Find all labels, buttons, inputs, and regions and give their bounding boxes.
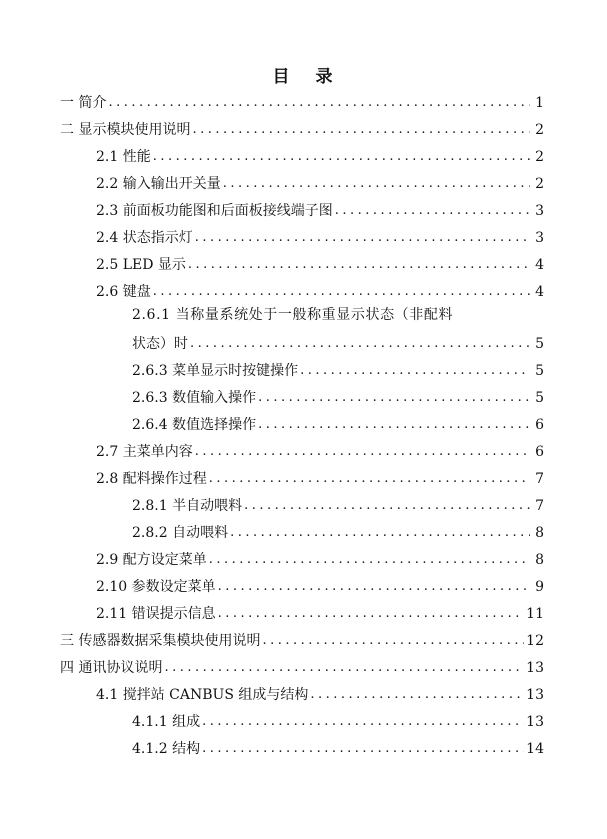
toc-dot-leader	[202, 740, 524, 758]
toc-entry-label: 4.1 搅拌站 CANBUS 组成与结构	[96, 687, 309, 703]
toc-entry-label: 2.11 错误提示信息	[96, 606, 216, 622]
toc-page-number: 11	[526, 606, 544, 622]
toc-page-number: 12	[526, 633, 544, 649]
toc-page-number: 4	[535, 284, 544, 300]
toc-entry-label: 2.6.4 数值选择操作	[132, 417, 257, 433]
toc-entry[interactable]	[96, 545, 544, 569]
toc-dot-leader	[188, 256, 530, 274]
toc-page-number: 3	[535, 203, 544, 219]
toc-entry-label: 状态）时	[132, 336, 188, 352]
toc-page-number: 5	[535, 390, 544, 406]
toc-page-number: 6	[535, 444, 544, 460]
toc-entry[interactable]	[132, 734, 544, 758]
toc-dot-leader	[202, 713, 524, 731]
toc-page-number: 2	[535, 149, 544, 165]
toc-entry[interactable]	[132, 518, 544, 542]
toc-entry-label: 2.10 参数设定菜单	[96, 579, 216, 595]
toc-entry-label: 2.7 主菜单内容	[96, 444, 193, 460]
toc-dot-leader	[190, 335, 530, 353]
toc-entry[interactable]	[132, 329, 544, 353]
toc-page-number: 8	[535, 552, 544, 568]
toc-entry[interactable]	[60, 653, 544, 677]
toc-entry-label: 2.6 键盘	[96, 284, 151, 300]
toc-dot-leader	[153, 148, 530, 166]
toc-dot-leader	[335, 202, 530, 220]
toc-page-number: 4	[535, 257, 544, 273]
toc-page-number: 7	[535, 498, 544, 514]
toc-entry[interactable]	[60, 115, 544, 139]
toc-page-number: 5	[535, 336, 544, 352]
toc-page-number: 7	[535, 471, 544, 487]
toc-page-number: 6	[535, 417, 544, 433]
toc-dot-leader	[300, 362, 530, 380]
toc-dot-leader	[209, 551, 530, 569]
toc-page-number: 14	[526, 741, 544, 757]
toc-entry[interactable]	[96, 142, 544, 166]
toc-entry[interactable]	[96, 599, 544, 623]
toc-page-number: 13	[526, 660, 544, 676]
toc-page-number: 2	[535, 176, 544, 192]
toc-entry[interactable]	[132, 491, 544, 515]
toc-entry-label-line1: 2.6.1 当称量系统处于一般称重显示状态（非配料	[132, 307, 454, 323]
toc-dot-leader	[258, 416, 530, 434]
toc-page-number: 8	[535, 525, 544, 541]
toc-entry-label: 2.5 LED 显示	[96, 257, 186, 273]
toc-dot-leader	[310, 686, 524, 704]
toc-page-number: 13	[526, 687, 544, 703]
toc-entry-label: 2.6.3 菜单显示时按键操作	[132, 363, 299, 379]
toc-page-number: 3	[535, 230, 544, 246]
toc-page-number: 1	[535, 95, 544, 111]
toc-entry-label: 4.1.1 组成	[132, 714, 201, 730]
toc-page-number: 9	[535, 579, 544, 595]
toc-dot-leader	[218, 578, 530, 596]
toc-entry-label: 2.3 前面板功能图和后面板接线端子图	[96, 203, 333, 219]
toc-entry[interactable]	[132, 356, 544, 380]
toc-dot-leader	[244, 497, 530, 515]
toc-entry-label: 2.8.1 半自动喂料	[132, 498, 243, 514]
toc-entry[interactable]	[96, 572, 544, 596]
toc-entry-label: 2.1 性能	[96, 149, 151, 165]
toc-entry[interactable]	[96, 169, 544, 193]
toc-dot-leader	[195, 229, 530, 247]
toc-entry[interactable]	[132, 707, 544, 731]
toc-dot-leader	[164, 659, 524, 677]
toc-dot-leader	[195, 443, 530, 461]
toc-entry-label: 四 通讯协议说明	[60, 660, 163, 676]
toc-page-number: 2	[535, 122, 544, 138]
toc-entry-label: 二 显示模块使用说明	[60, 122, 191, 138]
toc-entry[interactable]	[96, 250, 544, 274]
toc-dot-leader	[223, 175, 530, 193]
toc-entry[interactable]	[96, 196, 544, 220]
toc-dot-leader	[218, 605, 525, 623]
toc-entry-label: 2.6.3 数值输入操作	[132, 390, 257, 406]
toc-entry[interactable]	[96, 277, 544, 301]
toc-page-number: 13	[526, 714, 544, 730]
toc-entry[interactable]	[96, 680, 544, 704]
toc-entry[interactable]	[60, 626, 544, 650]
toc-entry[interactable]	[132, 410, 544, 434]
toc-page-number: 5	[535, 363, 544, 379]
toc-entry[interactable]	[96, 437, 544, 461]
toc-dot-leader	[230, 524, 530, 542]
toc-entry-label: 4.1.2 结构	[132, 741, 201, 757]
toc-entry[interactable]	[60, 88, 544, 112]
toc-dot-leader	[108, 94, 530, 112]
toc-entry[interactable]	[96, 464, 544, 488]
toc-entry-label: 2.4 状态指示灯	[96, 230, 193, 246]
toc-entry-label: 2.8.2 自动喂料	[132, 525, 229, 541]
toc-entry[interactable]	[132, 383, 544, 407]
toc-entry-label: 2.2 输入输出开关量	[96, 176, 221, 192]
toc-entry[interactable]	[96, 223, 544, 247]
toc-dot-leader	[209, 470, 530, 488]
toc-entry-label: 三 传感器数据采集模块使用说明	[60, 633, 261, 649]
toc-entry-label: 2.8 配料操作过程	[96, 471, 207, 487]
toc-entry-label: 一 简介	[60, 95, 107, 111]
toc-dot-leader	[258, 389, 530, 407]
toc-entry-label: 2.9 配方设定菜单	[96, 552, 207, 568]
toc-dot-leader	[192, 121, 530, 139]
toc-dot-leader	[262, 632, 524, 650]
toc-dot-leader	[153, 283, 530, 301]
toc-title: 目 录	[272, 67, 343, 87]
